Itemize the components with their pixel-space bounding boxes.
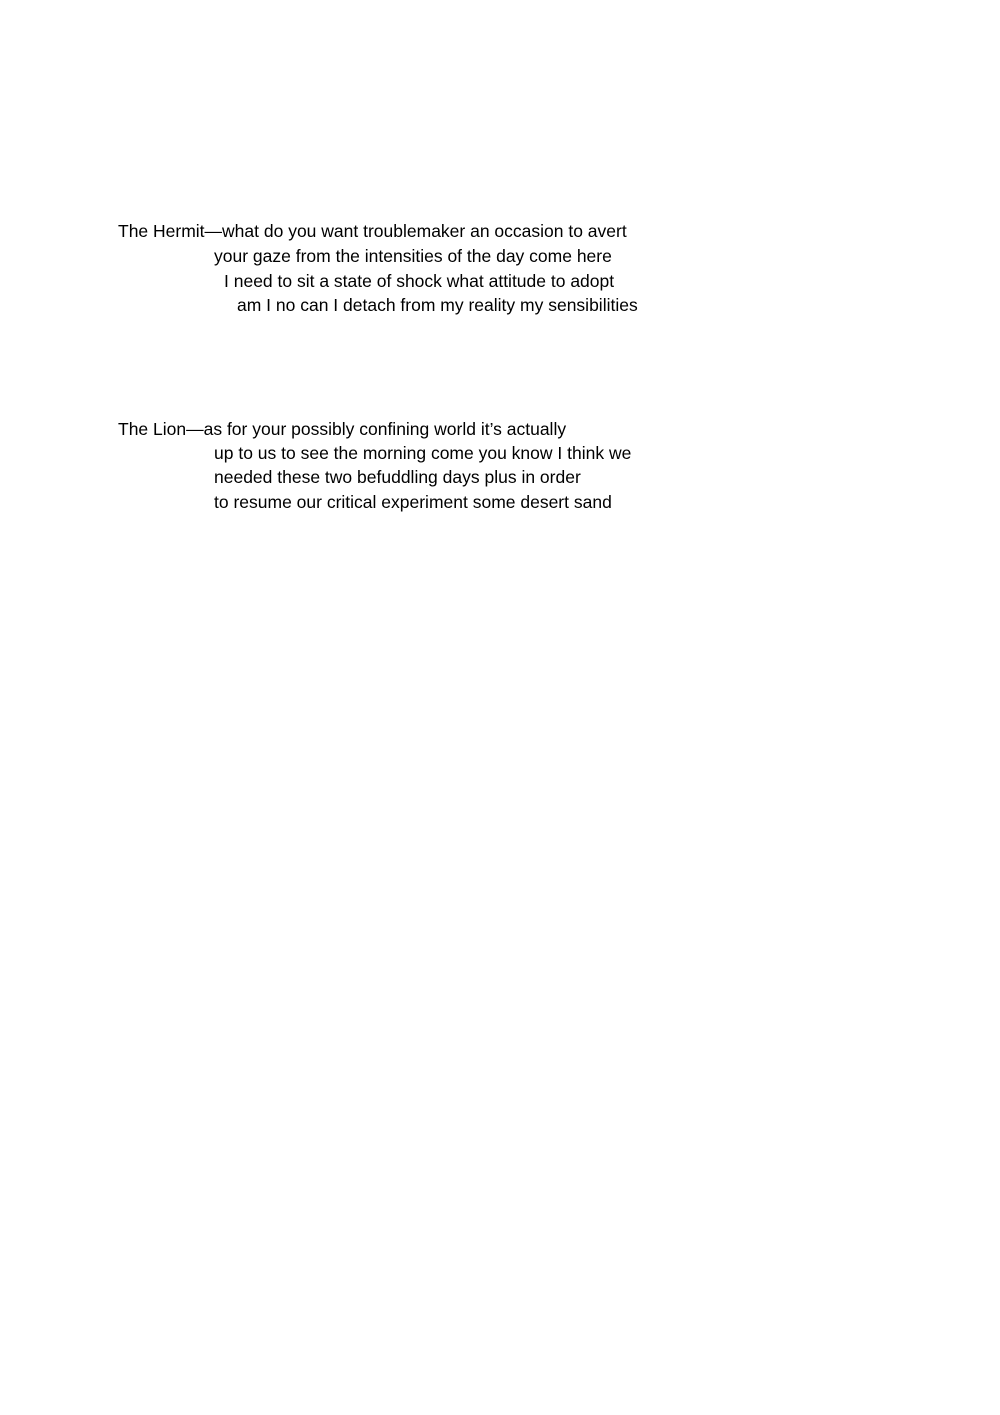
poem-line: to resume our critical experiment some desert sand [214,492,612,512]
poem-line: am I no can I detach from my reality my sensibilities [237,295,638,315]
poem-line: I need to sit a state of shock what attitude to adopt [224,271,615,291]
poem-line: The Lion—as for your possibly confining world it’s actually [118,419,567,439]
poem-line: needed these two befuddling days plus in order [214,467,581,487]
poem-line: The Hermit—what do you want troublemaker an occasion to avert [118,221,627,241]
poem-line: your gaze from the intensities of the day come here [214,246,612,266]
poem-line: up to us to see the morning come you know I think we [214,443,632,463]
